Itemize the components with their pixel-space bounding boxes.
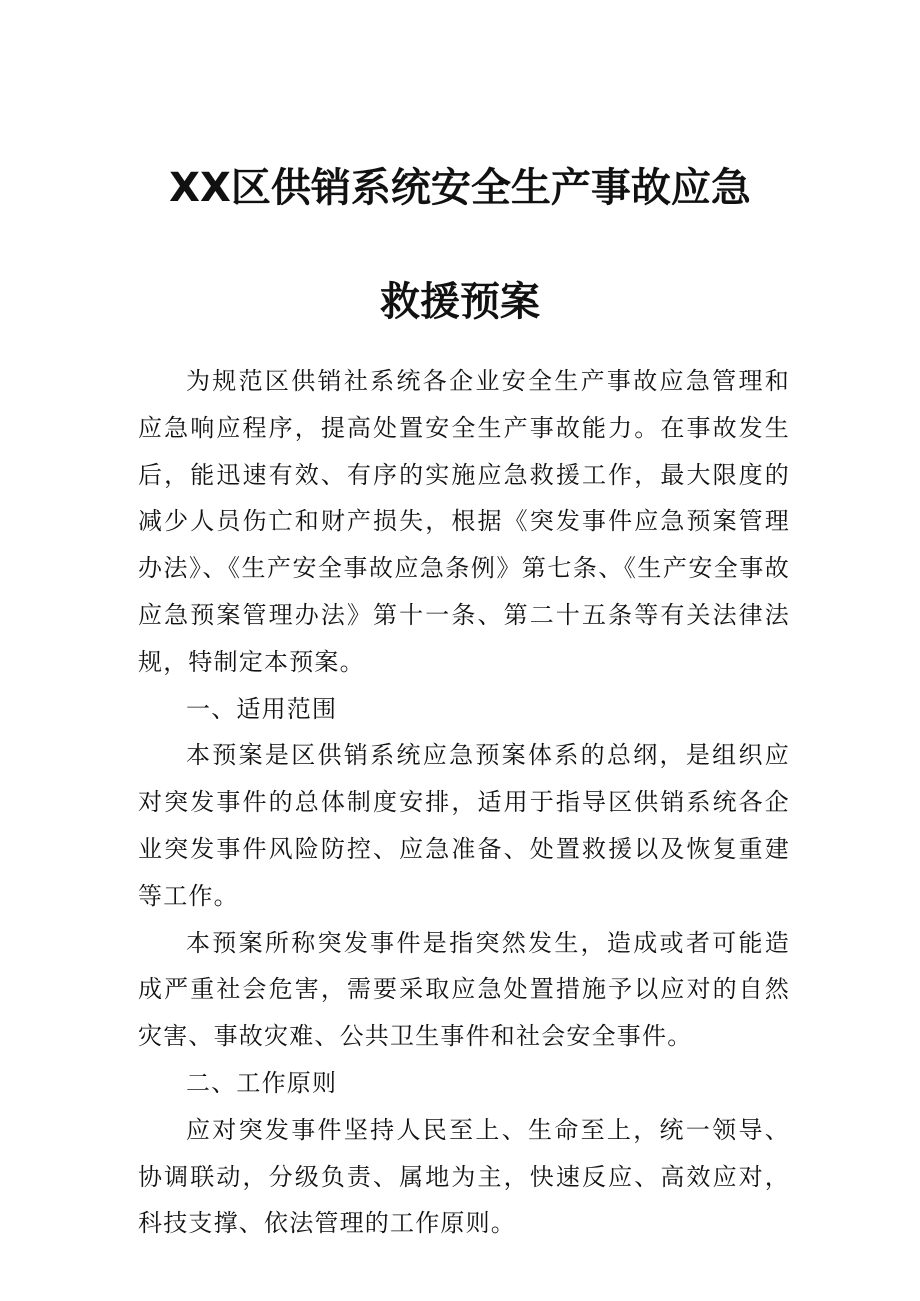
section-heading-principles: 二、工作原则 <box>186 1068 338 1097</box>
document-title-line-1: XX区供销系统安全生产事故应急 <box>169 165 751 211</box>
paragraph-definition: 本预案所称突发事件是指突然发生，造成或者可能造成严重社会危害，需要采取应急处置措施予以应对的自然灾害、事故灾难、公共卫生事件和社会安全事件。 <box>138 928 790 1051</box>
document-body <box>138 358 790 1247</box>
section-heading-scope: 一、适用范围 <box>186 694 338 723</box>
document-title-line-2: 救援预案 <box>380 279 540 325</box>
paragraph-principles: 应对突发事件坚持人民至上、生命至上，统一领导、协调联动，分级负责、属地为主，快速反应、高效应对，科技支撑、依法管理的工作原则。 <box>138 1115 790 1238</box>
paragraph-purpose: 为规范区供销社系统各企业安全生产事故应急管理和应急响应程序，提高处置安全生产事故能力。在事故发生后，能迅速有效、有序的实施应急救援工作，最大限度的减少人员伤亡和财产损失，根据《突发事件应急预案管理办法》、《生产安全事故应急条例》第七条、《生产安全事故应急预案管理办法》第十一条、第二十五条等有关法律法规，特制定本预案。 <box>138 367 790 676</box>
paragraph-scope: 本预案是区供销系统应急预案体系的总纲，是组织应对突发事件的总体制度安排，适用于指导区供销系统各企业突发事件风险防控、应急准备、处置救援以及恢复重建等工作。 <box>138 741 790 910</box>
